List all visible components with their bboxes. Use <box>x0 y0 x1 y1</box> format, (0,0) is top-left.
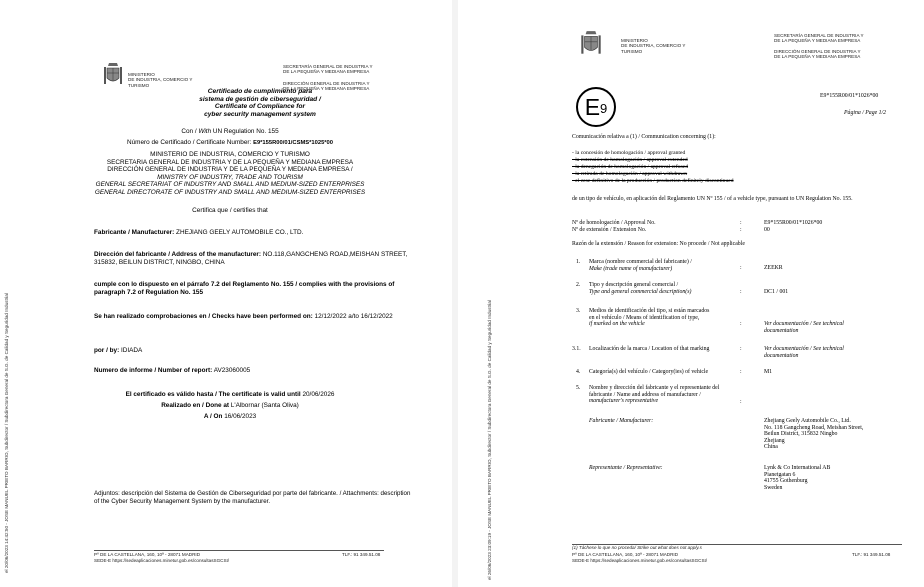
page-number: Página / Page 1/2 <box>844 110 887 116</box>
representative-label: Representante / Representative: <box>589 465 663 471</box>
certificate-page-1 <box>0 0 452 587</box>
spain-coat-of-arms-icon <box>578 30 604 58</box>
extension-no-label: Nº de extensión / Extension No. <box>572 227 647 233</box>
issuing-authority: MINISTERIO DE INDUSTRIA, COMERCIO Y TURISMO SECRETARIA GENERAL DE INDUSTRIA Y DE LA PEQUEÑA Y MEDIANA EMPRESA DIRECCIÓN GENERAL DE INDUSTRIA Y DE LA PEQUEÑA Y MEDIANA EMPRESA / MINISTRY OF INDUSTRY, TRADE AND TOURISM GENERAL SECRETARIAT OF INDUSTRY AND SMALL AND MEDIUM-SIZED ENTERPRISES GENERAL DIRECTORATE OF INDUSTRY AND SMALL AND MEDIUM-SIZED ENTERPRISES <box>94 151 366 196</box>
footer-address: Pº DE LA CASTELLANA, 160, 10ª - 28071 MADRID <box>572 552 679 557</box>
row-number: 3.1. <box>572 346 581 352</box>
secretaria-header: SECRETARÍA GENERAL DE INDUSTRIA Y DE LA PEQUEÑA Y MEDIANA EMPRESA <box>774 33 864 44</box>
done-at-line: Realizado en / Done at L'Albornar (Santa Oliva) <box>161 402 299 409</box>
by-field: por / by: IDIADA <box>94 347 143 354</box>
date-line: A / On 16/06/2023 <box>203 413 257 420</box>
direccion-header: DIRECCIÓN GENERAL DE INDUSTRIA Y DE LA PEQUEÑA Y MEDIANA EMPRESA <box>283 81 370 92</box>
footer-phone: TLF.: 91 349.51.08 <box>342 552 381 557</box>
communication-concerning: Comunicación relativa a (1) / Communication concerning (1): <box>572 134 716 140</box>
direccion-header: DIRECCIÓN GENERAL DE INDUSTRIA Y DE LA PEQUEÑA Y MEDIANA EMPRESA <box>774 49 861 60</box>
certificate-title: Certificado de cumplimiento para sistema de gestión de ciberseguridad / Certificate of Compliance for cyber security management system <box>199 88 321 118</box>
footer-sede-link[interactable]: SEDE-E https://sedeaplicaciones.minetur.gob.es/consultasSGCSI/ <box>572 558 708 563</box>
row-number: 5. <box>576 385 581 391</box>
row-label: Localización de la marca / Location of that marking <box>589 346 710 352</box>
certificate-number-line: Número de Certificado / Certificate Number: E9*155R00/01/CSMS*1025*00 <box>126 139 334 146</box>
row-label: Nombre y dirección del fabricante y el representante del fabricante / Name and address of manufacturer / manufacturer's representative <box>589 385 720 405</box>
validity-line: El certificado es válido hasta / The certificate is valid until 20/06/2026 <box>125 391 335 398</box>
complies-statement: cumple con lo dispuesto en el párrafo 7.2 del Reglamento No. 155 / complies with the provisions of paragraph 7.2 of Regulation No. 155 <box>94 281 395 297</box>
row-number: 2. <box>576 282 581 288</box>
approval-no-label: Nº de homologación / Approval No. <box>572 220 656 226</box>
row-label: Tipo y descripción general comercial / Type and general commercial description(s) <box>589 282 692 295</box>
footnote: (1) Táchese lo que no proceda/ Strike out what does not apply.s <box>572 545 702 550</box>
status-item: - la concesión de homologación / approval granted <box>572 150 686 156</box>
representative-address: Lynk & Co International AB Pianetgatan 6 41755 Gothenburg Sweden <box>764 465 831 491</box>
e-mark-circle: E9 <box>576 87 616 127</box>
report-field: Numero de informe / Number of report: AV23060005 <box>94 367 251 374</box>
make-value: ZEEKR <box>764 265 783 271</box>
manufacturer-label: Fabricante / Manufacturer: <box>589 418 654 424</box>
row-label: Medios de identificación del tipo, si están marcados en el vehículo / Means of identification of type, if marked on the vehicle <box>589 308 710 328</box>
footer-sede-link[interactable]: SEDE-E https://sedeaplicaciones.minetur.gob.es/consultasSGCSI/ <box>94 558 230 563</box>
row-number: 3. <box>576 308 581 314</box>
address-field: Dirección del fabricante / Address of the manufacturer: NO.118,GANGCHENG ROAD,MEISHAN STREET, 315832, BEILUN DISTRICT, NINGBO, CHINA <box>94 251 408 267</box>
row-label: Categoría(s) del vehículo / Category(ies) of vehicle <box>589 369 709 375</box>
identification-value: Ver documentación / See technical documentation <box>764 321 844 334</box>
secretaria-header: SECRETARÍA GENERAL DE INDUSTRIA Y DE LA PEQUEÑA Y MEDIANA EMPRESA <box>283 64 373 75</box>
marking-location-value: Ver documentación / See technical documentation <box>764 346 844 359</box>
spain-coat-of-arms-icon <box>101 62 125 88</box>
vehicle-type-statement: de un tipo de vehículo, en aplicación del Reglamento UN Nº 155 / of a vehicle type, pursuant to UN Regulation No. 155. <box>572 196 853 202</box>
approval-page-2: el 26/06/2023 23:09:19 - JOSE MANUEL PRIETO BARRIO, Subdirector / Subdirectora General de S.G. de Calidad y Seguridad Industrial MINISTERIO DE INDUSTRIA, COMERCIO Y TURISMO SECRETARÍA GENERAL DE INDUSTRIA Y DE LA PEQUEÑA Y MEDIANA EMPRESA DIRECCIÓN GENERAL DE INDUSTRIA Y DE LA PEQUEÑA Y MEDIANA EMPRESA E9 E9*155R00/01*1026*00 Página / Page 1/2 Comunicación relativa a (1) / Communication concerning (1): - la concesión de homologación / approval granted - la extensión de homologación / approval extended - la denegación de homologación / approval refused - la retirada de homologación / approval withdrawn - el cese definitivo de la producción / production definitely discontinued de un tipo de vehículo, en aplicación del Reglamento UN Nº 155 / of a vehicle type, pursuant to UN Regulation No. 155. Nº de homologación / Approval No. : E9*155R00/01*1026*00 Nº de extensión / Extension No. : 00 Razón de la extensión / Reason for extension: No procede / Not applicable 1. Marca (nombre commercial del fabricante) / Make (trade name of manufacturer) : ZEEKR 2. Tipo y descripción general comercial / Type and general commercial description(s) : DC1 / 001 3. Medios de identificación del tipo, si están marcados en el vehículo / Means of identification of type, if marked on the vehicle : Ver documentación / See technical documentation 3.1. Localización de la marca / Location of that marking : Ver documentación / See technical documentation 4. Categoría(s) del vehículo / Category(ies) of vehicle : M1 5. Nombre y dirección del fabricante y el representante del fabricante / Name and address of manufacturer / manufacturer's representative : Fabricante / Manufacturer: Zhejiang Geely Automobile Co., Ltd. No. 118 Gangcheng Road, Meishan Street, Beilun District, 315832 Ningbo Zhejiang China Representante / Representative: Lynk & Co International AB Pianetgatan 6 41755 Gothenburg Sweden (1) Táchese lo que no proceda/ Strike out what does not apply.s Pº DE LA CASTELLANA, 160, 10ª - 28071 MADRID SEDE-E https://sedeaplicaciones.minetur.gob.es/consultasSGCSI/ TLF.: 91 349.51.08 <box>458 0 924 587</box>
approval-no-value: E9*155R00/01*1026*00 <box>764 220 823 226</box>
status-item: - la denegación de homologación / approval refused <box>572 164 689 170</box>
type-value: DC1 / 001 <box>764 289 789 295</box>
status-item: - la extensión de homologación / approval extended <box>572 157 688 163</box>
row-label: Marca (nombre commercial del fabricante) / Make (trade name of manufacturer) <box>589 259 692 272</box>
checks-field: Se han realizado comprobaciones en / Checks have been performed on: 12/12/2022 a/to 16/12/2022 <box>94 313 393 320</box>
attachments-note: Adjuntos: descripción del Sistema de Gestión de Ciberseguridad por parte del fabricante. / Attachments: description of the Cyber Security Management System by the manufacturer. <box>94 490 411 505</box>
reference-number: E9*155R00/01*1026*00 <box>820 93 879 99</box>
manufacturer-address: Zhejiang Geely Automobile Co., Ltd. No. 118 Gangcheng Road, Meishan Street, Beilun District, 315832 Ningbo Zhejiang China <box>764 418 864 451</box>
extension-reason: Razón de la extensión / Reason for extension: No procede / Not applicable <box>572 241 745 247</box>
regulation-line: Con / With UN Regulation No. 155 <box>181 128 279 135</box>
row-number: 1. <box>576 259 581 265</box>
row-number: 4. <box>576 369 581 375</box>
ministry-name: MINISTERIO DE INDUSTRIA, COMERCIO Y TURISMO <box>128 72 193 88</box>
approval-status-list <box>572 150 734 185</box>
certifies-line: Certifica que / certifies that <box>192 207 268 214</box>
status-item: - el cese definitivo de la producción / production definitely discontinued <box>572 178 734 184</box>
side-signature-text: el 26/06/2023 23:09:19 - JOSE MANUEL PRIETO BARRIO, Subdirector / Subdirectora General de S.G. de Calidad y Seguridad Industrial <box>487 300 492 580</box>
status-item: - la retirada de homologación / approval withdrawn <box>572 171 688 177</box>
extension-no-value: 00 <box>764 227 770 233</box>
footer-divider <box>94 550 384 551</box>
side-signature-text: el 20/06/2023 14:42:50 - JOSE MANUEL PRIETO BARRIO, Subdirector / Subdirectora General de S.G. de Calidad y Seguridad Industrial <box>4 293 9 573</box>
footer-phone: TLF.: 91 349.51.08 <box>852 552 891 557</box>
category-value: M1 <box>764 369 773 375</box>
manufacturer-field: Fabricante / Manufacturer: ZHEJIANG GEELY AUTOMOBILE CO., LTD. <box>94 229 304 236</box>
ministry-name: MINISTERIO DE INDUSTRIA, COMERCIO Y TURISMO <box>621 38 686 54</box>
footer-address: Pº DE LA CASTELLANA, 160, 10ª - 28071 MADRID <box>94 552 201 557</box>
